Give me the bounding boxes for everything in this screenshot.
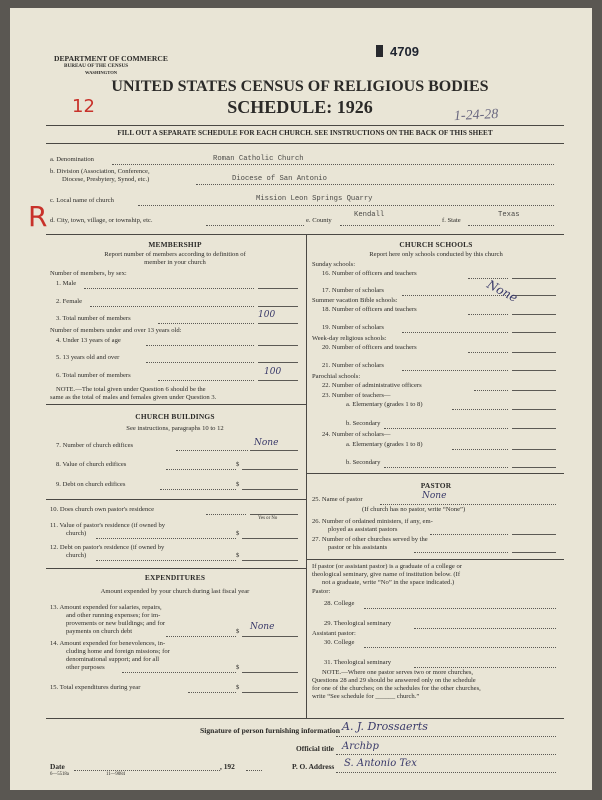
po-address-value: S. Antonio Tex — [344, 758, 417, 769]
official-title-line — [336, 754, 556, 755]
q5-leader — [146, 362, 254, 363]
buildings-heading: CHURCH BUILDINGS — [135, 412, 215, 421]
q5-answer-line — [258, 362, 298, 363]
print-code-1: 6—5518a — [50, 772, 69, 777]
q3-value: 100 — [258, 310, 276, 320]
q6-total-members: 6. Total number of members — [56, 372, 131, 379]
q4-answer-line — [258, 345, 298, 346]
division-label-1: b. Division (Association, Conference, — [50, 168, 150, 175]
q6-value: 100 — [264, 367, 282, 377]
q27-answer-line — [512, 552, 556, 553]
q14-line-3: denominational support; and for all — [66, 656, 160, 663]
city-label: WASHINGTON — [85, 70, 118, 75]
q13-line-4: payments on church debt — [66, 628, 133, 635]
q26-line-2: ployed as assistant pastors — [328, 526, 398, 533]
sunday-schools: Sunday schools: — [312, 261, 356, 268]
q4-under-13: 4. Under 13 years of age — [56, 337, 121, 344]
q24b-secondary: b. Secondary — [346, 459, 381, 466]
weekday-schools: Week-day religious schools: — [312, 335, 387, 342]
pastor-mid-rule — [306, 559, 564, 560]
center-divider — [306, 234, 307, 718]
q19-leader — [402, 332, 508, 333]
q15-dollar: $ — [236, 684, 240, 691]
q23a-leader — [452, 409, 508, 410]
red-letter-annotation: R — [28, 200, 48, 233]
denomination-line — [112, 164, 554, 165]
parochial-schools: Parochial schools: — [312, 373, 361, 380]
q9-dollar: $ — [236, 481, 240, 488]
q1-answer-line — [258, 288, 298, 289]
members-by-age: Number of members under and over 13 years old: — [50, 327, 182, 334]
state-line — [468, 225, 554, 226]
q20-leader — [468, 352, 508, 353]
q2-female: 2. Female — [56, 298, 83, 305]
q21-scholars: 21. Number of scholars — [322, 362, 384, 369]
q27-line-2: pastor or his assistants — [328, 544, 388, 551]
title-rule — [46, 125, 564, 126]
yes-no-hint: Yes or No — [258, 516, 278, 521]
q21-leader — [402, 370, 508, 371]
pastor-note-3: for one of the churches; on the schedules for the other churches, — [312, 685, 481, 692]
q14-line-1: 14. Amount expended for benevolences, in- — [50, 640, 166, 647]
local-name-label: c. Local name of church — [50, 197, 114, 204]
local-name-value: Mission Leon Springs Quarry — [256, 195, 373, 203]
q13-dollar: $ — [236, 628, 240, 635]
q12-line-1: 12. Debt on pastor's residence (if owned by — [50, 544, 165, 551]
q17-scholars: 17. Number of scholars — [322, 287, 384, 294]
county-value: Kendall — [354, 211, 385, 219]
division-line — [196, 184, 554, 185]
section-top-rule — [46, 234, 564, 235]
q23b-secondary: b. Secondary — [346, 420, 381, 427]
q10-answer-line — [250, 514, 298, 515]
census-schedule-page — [10, 8, 592, 790]
date-label: Date — [50, 762, 65, 771]
membership-heading: MEMBERSHIP — [148, 240, 202, 249]
q23b-leader — [384, 428, 508, 429]
expenditures-intro: Amount expended by your church during last fiscal year — [100, 588, 250, 595]
membership-note-1: NOTE.—The total given under Question 6 should be the — [56, 386, 206, 393]
q1-male: 1. Male — [56, 280, 77, 287]
q13-leader — [166, 636, 236, 637]
q22-admin-officers: 22. Number of administrative officers — [322, 382, 422, 389]
q3-total-members: 3. Total number of members — [56, 315, 131, 322]
q6-leader — [158, 380, 254, 381]
pastor-note-1: NOTE.—Where one pastor serves two or more churches, — [322, 669, 474, 676]
q3-leader — [158, 323, 254, 324]
division-label-2: Diocese, Presbytery, Synod, etc.) — [62, 176, 150, 183]
q25-line — [380, 504, 556, 505]
pastor-label: Pastor: — [312, 588, 331, 595]
q15-leader — [188, 692, 236, 693]
q14-dollar: $ — [236, 664, 240, 671]
q31-seminary: 31. Theological seminary — [324, 659, 392, 666]
schedule-title: SCHEDULE: 1926 — [227, 97, 373, 117]
q19-scholars: 19. Number of scholars — [322, 324, 384, 331]
q16-answer-line — [512, 278, 556, 279]
denomination-value: Roman Catholic Church — [213, 155, 304, 163]
q8-leader — [166, 469, 236, 470]
q24a-answer-line — [512, 449, 556, 450]
signature-value: A. J. Drossaerts — [342, 720, 428, 733]
q26-answer-line — [512, 534, 556, 535]
signature-line — [336, 736, 556, 737]
q16-officers: 16. Number of officers and teachers — [322, 270, 417, 277]
official-title-value: Archbp — [342, 741, 379, 752]
q14-line-4: other purposes — [66, 664, 105, 671]
buildings-intro: See instructions, paragraphs 10 to 12 — [126, 425, 224, 432]
q13-line-1: 13. Amount expended for salaries, repairs, — [50, 604, 162, 611]
q26-line-1: 26. Number of ordained ministers, if any, em- — [312, 518, 433, 525]
q29-seminary: 29. Theological seminary — [324, 620, 392, 627]
city-town-line — [206, 225, 304, 226]
q26-leader — [430, 534, 508, 535]
denomination-label: a. Denomination — [50, 156, 94, 163]
q23a-elementary: a. Elementary (grades 1 to 8) — [346, 401, 423, 408]
q15-total-expenditures: 15. Total expenditures during year — [50, 684, 141, 691]
membership-note-2: same as the total of males and females given under Question 3. — [50, 394, 217, 401]
q15-answer-line — [242, 692, 298, 693]
q10-owns-residence: 10. Does church own pastor's residence — [50, 506, 155, 513]
q5-13-and-over: 5. 13 years old and over — [56, 354, 120, 361]
county-label: e. County — [306, 217, 332, 224]
q23b-answer-line — [512, 428, 556, 429]
form-title: UNITED STATES CENSUS OF RELIGIOUS BODIES — [111, 78, 489, 95]
q8-dollar: $ — [236, 461, 240, 468]
q27-line-1: 27. Number of other churches served by the — [312, 536, 428, 543]
bureau-label: BUREAU OF THE CENSUS — [64, 63, 129, 69]
pastor-note-2: Questions 28 and 29 should be answered only on the schedule — [312, 677, 476, 684]
q2-leader — [90, 306, 254, 307]
q11-dollar: $ — [236, 530, 240, 537]
graduate-note-2: theological seminary, give name of institution below. (If — [312, 571, 461, 578]
q13-line-2: and other running expenses; for im- — [66, 612, 161, 619]
q10-leader — [206, 514, 246, 515]
membership-intro-1: Report number of members according to definition of — [104, 251, 246, 258]
q24b-answer-line — [512, 467, 556, 468]
q22-answer-line — [512, 390, 556, 391]
print-code-2: 11—9084 — [106, 772, 126, 777]
date-stamp: 1-24-28 — [453, 106, 499, 125]
membership-rule — [46, 404, 306, 405]
instruction-rule — [46, 143, 564, 144]
form-number: 4709 — [390, 44, 419, 59]
q9-debt-edifices: 9. Debt on church edifices — [56, 481, 126, 488]
q2-answer-line — [258, 306, 298, 307]
date-year: , 192 — [220, 762, 235, 771]
buildings-mid-rule — [46, 499, 306, 500]
q29-line — [414, 628, 556, 629]
q17-leader — [402, 295, 508, 296]
q18-answer-line — [512, 314, 556, 315]
q11-answer-line — [242, 538, 298, 539]
q18-officers: 18. Number of officers and teachers — [322, 306, 417, 313]
state-label: f. State — [442, 217, 461, 224]
q25-value: None — [422, 491, 447, 501]
q25-note: (If church has no pastor, write “None”) — [362, 506, 466, 513]
q14-line-2: cluding home and foreign missions; for — [66, 648, 170, 655]
q7-answer-line — [250, 450, 298, 451]
q11-line-2: church) — [66, 530, 87, 537]
q16-leader — [468, 278, 508, 279]
q20-officers: 20. Number of officers and teachers — [322, 344, 417, 351]
q28-line — [364, 608, 556, 609]
q30-line — [364, 647, 556, 648]
q8-answer-line — [242, 469, 298, 470]
q7-value: None — [254, 438, 279, 448]
po-address-label: P. O. Address — [292, 762, 335, 771]
q12-answer-line — [242, 560, 298, 561]
red-number-annotation: 12 — [72, 96, 95, 117]
graduate-note-1: If pastor (or assistant pastor) is a graduate of a college or — [312, 563, 462, 570]
q8-value-edifices: 8. Value of church edifices — [56, 461, 127, 468]
local-name-line — [138, 205, 554, 206]
po-address-line — [336, 772, 556, 773]
q24b-leader — [384, 467, 508, 468]
q13-answer-line — [242, 636, 298, 637]
q7-leader — [176, 450, 248, 451]
q14-leader — [122, 672, 236, 673]
pastor-note-4: write “See schedule for ______ church.” — [312, 693, 420, 700]
graduate-note-3: not a graduate, write “No” in the space indicated.) — [322, 579, 455, 586]
q19-answer-line — [512, 332, 556, 333]
q12-line-2: church) — [66, 552, 87, 559]
department-label: DEPARTMENT OF COMMERCE — [54, 54, 168, 63]
q4-leader — [146, 345, 254, 346]
expenditures-heading: EXPENDITURES — [144, 573, 206, 582]
section-bottom-rule — [46, 718, 564, 719]
form-stamp-mark — [376, 45, 383, 57]
q9-answer-line — [242, 489, 298, 490]
q11-line-1: 11. Value of pastor's residence (if owned by — [50, 522, 166, 529]
q30-college: 30. College — [324, 639, 355, 646]
q12-dollar: $ — [236, 552, 240, 559]
q6-answer-line — [258, 380, 298, 381]
q22-leader — [474, 390, 508, 391]
q13-value: None — [250, 622, 275, 632]
assistant-pastor-label: Assistant pastor: — [312, 630, 356, 637]
instruction-line: FILL OUT A SEPARATE SCHEDULE FOR EACH CHURCH. SEE INSTRUCTIONS ON THE BACK OF THIS SHEET — [117, 129, 493, 137]
date-line — [74, 770, 220, 771]
q14-answer-line — [242, 672, 298, 673]
city-town-label: d. City, town, village, or township, etc. — [50, 217, 153, 224]
year-line — [246, 770, 262, 771]
q24a-leader — [452, 449, 508, 450]
summer-schools: Summer vacation Bible schools: — [312, 297, 398, 304]
q31-line — [414, 667, 556, 668]
q11-leader — [96, 538, 236, 539]
schools-heading: CHURCH SCHOOLS — [399, 240, 473, 249]
signature-label: Signature of person furnishing information — [200, 726, 340, 735]
q18-leader — [468, 314, 508, 315]
division-value: Diocese of San Antonio — [232, 175, 327, 183]
q12-leader — [96, 560, 236, 561]
schools-none-value: None — [484, 277, 520, 305]
q7-church-edifices: 7. Number of church edifices — [56, 442, 134, 449]
q23a-answer-line — [512, 409, 556, 410]
q23-teachers: 23. Number of teachers— — [322, 392, 391, 399]
q13-line-3: provements or new buildings; and for — [66, 620, 166, 627]
schools-rule — [306, 473, 564, 474]
q9-leader — [160, 489, 236, 490]
q1-leader — [84, 288, 254, 289]
pastor-heading: PASTOR — [420, 481, 452, 490]
members-by-sex: Number of members, by sex: — [50, 270, 127, 277]
q24a-elementary: a. Elementary (grades 1 to 8) — [346, 441, 423, 448]
q20-answer-line — [512, 352, 556, 353]
q27-leader — [414, 552, 508, 553]
buildings-rule — [46, 568, 306, 569]
membership-intro-2: member in your church — [144, 259, 206, 266]
q25-pastor-name: 25. Name of pastor — [312, 496, 363, 503]
official-title-label: Official title — [296, 744, 334, 753]
q28-college: 28. College — [324, 600, 355, 607]
q3-answer-line — [258, 323, 298, 324]
state-value: Texas — [498, 211, 520, 219]
schools-intro: Report here only schools conducted by this church — [369, 251, 503, 258]
q24-scholars: 24. Number of scholars— — [322, 431, 391, 438]
q21-answer-line — [512, 370, 556, 371]
county-line — [340, 225, 440, 226]
